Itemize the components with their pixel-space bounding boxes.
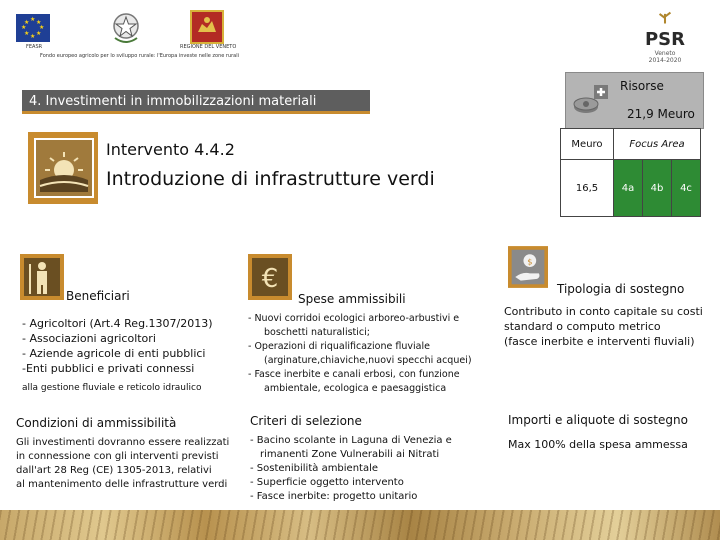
spese-item: - Fasce inerbite e canali erbosi, con funzione: [248, 369, 460, 380]
focus-area-4c: 4c: [672, 160, 701, 217]
criteri-list: [250, 434, 452, 504]
tipologia-line: (fasce inerbite e interventi fluviali): [504, 335, 695, 348]
spese-list: [248, 312, 472, 396]
meuro-header: Meuro: [561, 129, 614, 160]
focus-area-table: [560, 128, 701, 217]
condizioni-line: dall'art 28 Reg (CE) 1305-2013, relativi: [16, 465, 212, 476]
euro-icon: [248, 254, 292, 300]
measure-title: 4. Investimenti in immobilizzazioni materiali: [22, 90, 370, 114]
intervento-title: Introduzione di infrastrutture verdi: [106, 168, 435, 190]
meuro-value: 16,5: [561, 160, 614, 217]
beneficiari-item: - Associazioni agricoltori: [22, 332, 156, 345]
resources-label: Risorse: [620, 79, 664, 93]
importi-title: Importi e aliquote di sostegno: [508, 413, 688, 427]
beneficiari-item: -Enti pubblici e privati connessi: [22, 362, 195, 375]
importi-text: Max 100% della spesa ammessa: [508, 438, 688, 451]
focus-area-4a: 4a: [614, 160, 643, 217]
spese-item: - Operazioni di riqualificazione fluviale: [248, 341, 430, 352]
coins-plus-icon: [572, 83, 612, 117]
italy-emblem-logo: [110, 10, 142, 46]
veneto-region-logo: [190, 10, 224, 44]
condizioni-line: in connessione con gli interventi previsti: [16, 451, 219, 462]
criteri-line: - Superficie oggetto intervento: [250, 477, 404, 488]
criteri-line: - Sostenibilità ambientale: [250, 463, 379, 474]
condizioni-text: [16, 436, 229, 492]
focus-area-header: Focus Area: [614, 129, 701, 160]
tipologia-line: Contributo in conto capitale su costi: [504, 305, 703, 318]
psr-years: 2014-2020: [648, 57, 682, 64]
beneficiari-title: Beneficiari: [66, 289, 130, 303]
farmer-icon: [20, 254, 64, 300]
psr-leaf-icon: [648, 11, 682, 25]
landscape-icon: [34, 138, 94, 198]
condizioni-line: Gli investimenti dovranno essere realizzati: [16, 437, 230, 448]
criteri-line: rimanenti Zone Vulnerabili ai Nitrati: [260, 449, 440, 460]
spese-item: (arginature,chiaviche,nuovi specchi acquei): [264, 355, 472, 366]
wheat-texture: [0, 510, 720, 540]
beneficiari-note: alla gestione fluviale e reticolo idraulico: [22, 383, 202, 393]
psr-title: PSR: [644, 29, 686, 50]
spese-title: Spese ammissibili: [298, 292, 406, 306]
beneficiari-list: [22, 316, 213, 376]
beneficiari-item: - Aziende agricole di enti pubblici: [22, 347, 206, 360]
criteri-title: Criteri di selezione: [250, 414, 362, 428]
spese-item: boschetti naturalistici;: [264, 327, 370, 338]
condizioni-title: Condizioni di ammissibilità: [16, 416, 177, 430]
spese-item: - Nuovi corridoi ecologici arboreo-arbustivi e: [248, 313, 460, 324]
condizioni-line: al mantenimento delle infrastrutture verdi: [16, 479, 228, 490]
beneficiari-item: - Agricoltori (Art.4 Reg.1307/2013): [22, 317, 213, 330]
psr-logo: [640, 10, 690, 65]
svg-text:€: €: [261, 264, 279, 294]
region-caption: REGIONE DEL VENETO: [180, 44, 237, 50]
svg-text:$: $: [527, 256, 533, 267]
eu-caption: FEASR: [26, 44, 43, 50]
criteri-line: - Bacino scolante in Laguna di Venezia e: [250, 435, 452, 446]
tipologia-line: standard o computo metrico: [504, 320, 661, 333]
psr-region: Veneto: [654, 50, 676, 57]
focus-area-4b: 4b: [643, 160, 672, 217]
criteri-line: - Fasce inerbite: progetto unitario: [250, 491, 418, 502]
tipologia-title: Tipologia di sostegno: [557, 282, 685, 296]
spese-item: ambientale, ecologica e paesaggistica: [264, 383, 447, 394]
resources-value: 21,9 Meuro: [627, 107, 695, 121]
eu-flag-logo: ★ ★ ★ ★ ★ ★ ★ ★: [16, 14, 50, 42]
tagline: Fondo europeo agricolo per lo sviluppo rurale: l'Europa investe nelle zone rurali: [40, 53, 240, 59]
hand-coin-icon: [508, 246, 552, 292]
tipologia-text: [504, 304, 703, 349]
intervento-label: Intervento 4.4.2: [106, 140, 235, 159]
